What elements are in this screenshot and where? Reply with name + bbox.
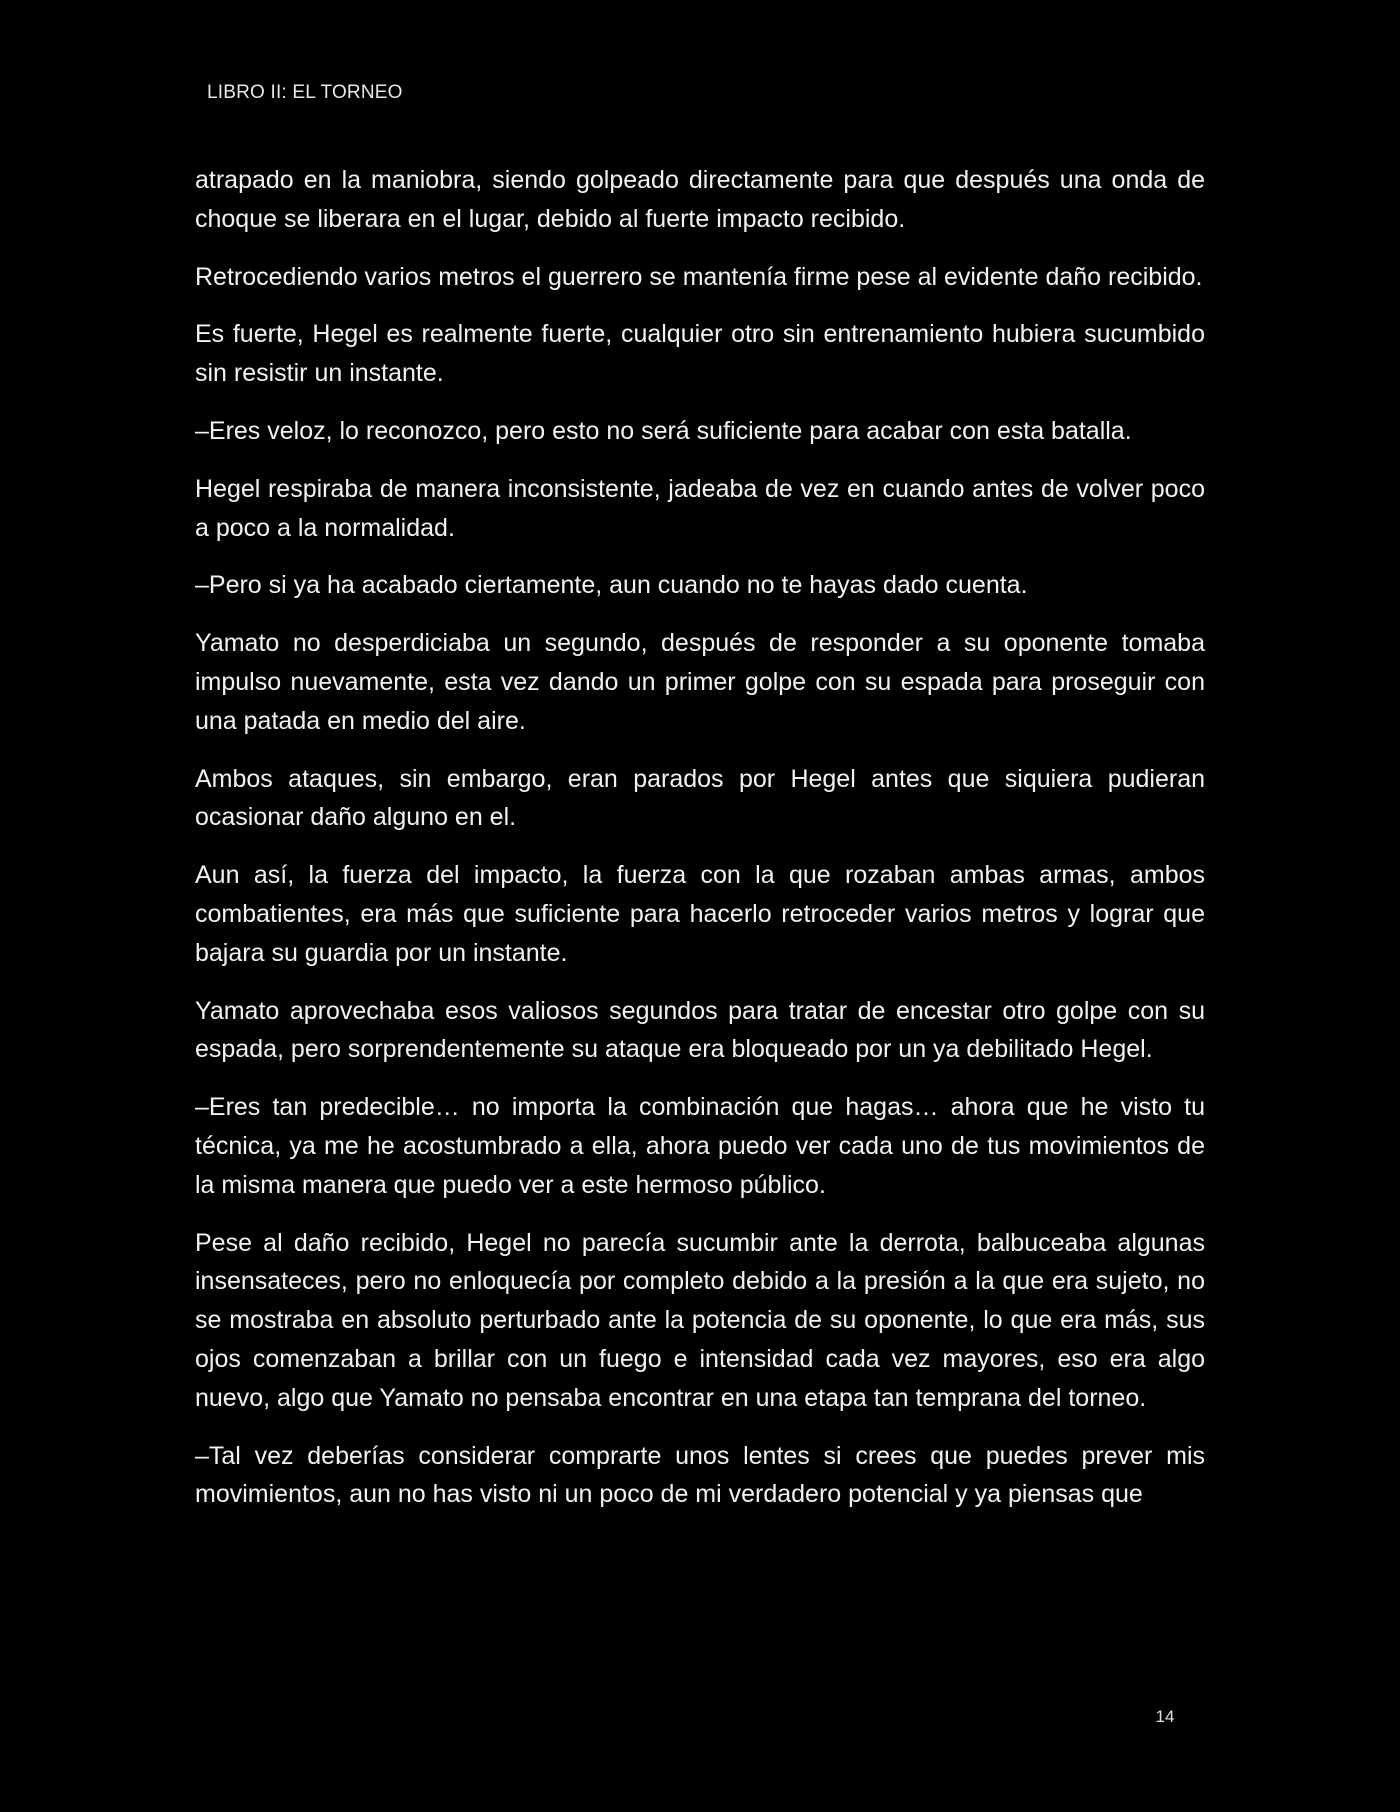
body-text bbox=[195, 161, 1205, 1533]
dialogue-paragraph: –Eres veloz, lo reconozco, pero esto no será suficiente para acabar con esta batalla. bbox=[195, 416, 1132, 445]
paragraph: Yamato aprovechaba esos valiosos segundos para tratar de encestar otro golpe con su espada, pero sorprendentemente su ataque era bloqueado por un ya debilitado Hegel. bbox=[195, 996, 1205, 1064]
paragraph: Hegel respiraba de manera inconsistente, jadeaba de vez en cuando antes de volver poco a poco a la normalidad. bbox=[195, 474, 1205, 542]
paragraph: Es fuerte, Hegel es realmente fuerte, cualquier otro sin entrenamiento hubiera sucumbido sin resistir un instante. bbox=[195, 320, 1205, 388]
dialogue-paragraph: –Tal vez deberías considerar comprarte unos lentes si crees que puedes prever mis movimientos, aun no has visto ni un poco de mi verdadero potencial y ya piensas que bbox=[195, 1441, 1205, 1509]
running-header: LIBRO II: EL TORNEO bbox=[207, 82, 403, 103]
paragraph: Pese al daño recibido, Hegel no parecía sucumbir ante la derrota, balbuceaba algunas insensateces, pero no enloquecía por completo debido a la presión a la que era sujeto, no se mostraba en absoluto perturbado ante la potencia de su oponente, lo que era más, sus ojos comenzaban a brillar con un fuego e intensidad cada vez mayores, eso era algo nuevo, algo que Yamato no pensaba encontrar en una etapa tan temprana del torneo. bbox=[195, 1228, 1205, 1412]
dialogue-paragraph: –Eres tan predecible… no importa la combinación que hagas… ahora que he visto tu técnica, ya me he acostumbrado a ella, ahora puedo ver cada uno de tus movimientos de la misma manera que puedo ver a este hermoso público. bbox=[195, 1093, 1205, 1199]
paragraph: Ambos ataques, sin embargo, eran parados por Hegel antes que siquiera pudieran ocasionar daño alguno en el. bbox=[195, 764, 1205, 832]
paragraph: Yamato no desperdiciaba un segundo, después de responder a su oponente tomaba impulso nuevamente, esta vez dando un primer golpe con su espada para proseguir con una patada en medio del aire. bbox=[195, 629, 1205, 735]
page-number: 14 bbox=[1155, 1707, 1175, 1726]
dialogue-paragraph: –Pero si ya ha acabado ciertamente, aun cuando no te hayas dado cuenta. bbox=[195, 571, 1028, 600]
paragraph: Aun así, la fuerza del impacto, la fuerza con la que rozaban ambas armas, ambos combatientes, era más que suficiente para hacerlo retroceder varios metros y lograr que bajara su guardia por un instante. bbox=[195, 861, 1205, 967]
paragraph: Retrocediendo varios metros el guerrero se mantenía firme pese al evidente daño recibido. bbox=[195, 262, 1203, 291]
paragraph: atrapado en la maniobra, siendo golpeado directamente para que después una onda de choque se liberara en el lugar, debido al fuerte impacto recibido. bbox=[195, 166, 1205, 233]
